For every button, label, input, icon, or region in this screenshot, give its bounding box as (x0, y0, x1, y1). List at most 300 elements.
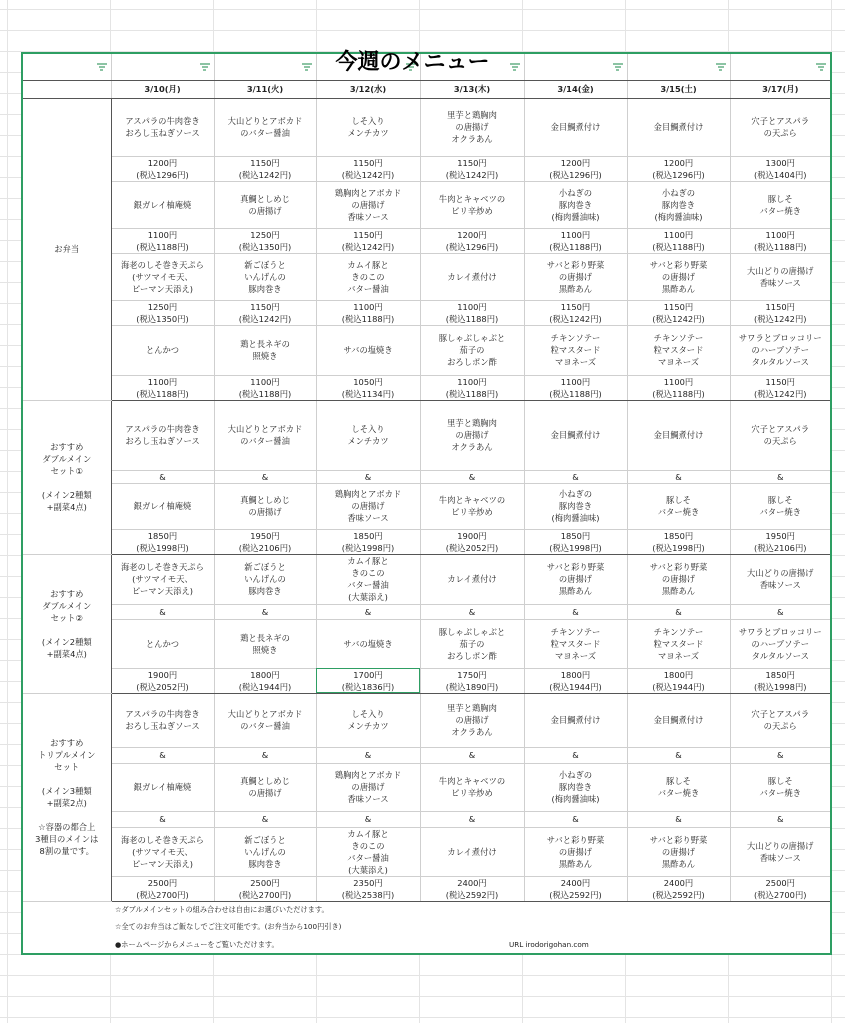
connector-cell[interactable]: & (316, 470, 420, 483)
cell-line: (税込2592円) (652, 889, 705, 900)
price-cell[interactable] (420, 228, 524, 253)
dish-cell[interactable] (627, 325, 730, 375)
cell-line: 香味ソース (759, 277, 801, 288)
dish-cell[interactable] (730, 400, 831, 470)
dish-cell[interactable] (214, 98, 316, 156)
note-spacer (22, 936, 111, 954)
price-cell[interactable] (214, 668, 316, 693)
cell-line: (税込1404円) (754, 169, 807, 180)
cell-line: の唐揚げ (558, 846, 593, 857)
cell-line: 1950円 (250, 530, 280, 541)
cell-line: の唐揚げ (351, 501, 385, 511)
price-cell[interactable] (316, 375, 420, 400)
price-cell[interactable] (214, 228, 316, 253)
price-cell[interactable] (214, 375, 316, 400)
connector-cell[interactable]: & (730, 747, 831, 763)
menu-row (22, 619, 831, 668)
dish-cell[interactable] (316, 827, 420, 876)
price-cell[interactable] (627, 156, 730, 181)
filter-icon[interactable] (302, 63, 312, 70)
section-label[interactable] (22, 554, 111, 693)
filter-icon[interactable] (716, 63, 726, 70)
dish-cell[interactable] (214, 619, 316, 668)
cell-line: (税込1944円) (238, 681, 292, 692)
menu-row (22, 811, 831, 827)
note-spacer (22, 918, 111, 936)
date-cell[interactable]: 3/15(土) (627, 80, 730, 98)
price-cell[interactable] (111, 375, 214, 400)
cell-line: 2400円 (560, 877, 591, 888)
dish-cell[interactable] (420, 483, 524, 529)
price-cell[interactable] (420, 300, 524, 325)
cell-line: の天ぷら (763, 436, 797, 446)
cell-line: セット① (50, 466, 83, 476)
filter-icon[interactable] (200, 63, 210, 70)
cell-line: 1100円 (765, 229, 795, 240)
cell-line: 1200円 (560, 157, 591, 168)
dish-cell[interactable] (730, 483, 831, 529)
filter-icon[interactable] (613, 63, 623, 70)
dish-cell[interactable] (524, 400, 627, 470)
dish-cell[interactable] (111, 554, 214, 604)
cell-line: 1150円 (765, 301, 795, 312)
cell-line: 牛肉とキャベツの (438, 495, 506, 505)
price-cell[interactable] (111, 668, 214, 693)
cell-line: 香味ソース (759, 852, 801, 863)
cell-line: おろしポン酢 (447, 357, 497, 367)
dish-cell[interactable] (111, 763, 214, 811)
dish-cell[interactable] (111, 400, 214, 470)
date-cell[interactable]: 3/13(木) (420, 80, 524, 98)
price-cell[interactable] (316, 668, 420, 693)
cell-line: アスパラの牛肉巻き (125, 116, 200, 126)
dish-cell[interactable] (420, 693, 524, 747)
cell-line: 1100円 (147, 229, 178, 240)
cell-line: 1150円 (765, 376, 795, 387)
cell-line: 1150円 (353, 229, 383, 240)
price-cell[interactable] (420, 668, 524, 693)
cell-line: 鶏と長ネギの (240, 339, 290, 349)
cell-line: の唐揚げ (455, 430, 489, 440)
dish-cell[interactable] (730, 181, 831, 228)
price-cell[interactable] (524, 156, 627, 181)
dish-cell[interactable] (420, 763, 524, 811)
dish-cell[interactable] (214, 400, 316, 470)
cell-line: 豚しそ (666, 495, 691, 505)
cell-line: の唐揚げ (248, 788, 282, 798)
filter-header-cell[interactable] (22, 53, 111, 80)
price-cell[interactable] (111, 228, 214, 253)
price-cell[interactable] (524, 529, 627, 554)
dish-cell[interactable] (420, 325, 524, 375)
cell-line: 小ねぎの (661, 187, 696, 198)
price-cell[interactable] (524, 668, 627, 693)
filter-header-cell[interactable] (627, 53, 730, 80)
date-cell[interactable]: 3/11(火) (214, 80, 316, 98)
connector-cell[interactable]: & (316, 604, 420, 619)
dish-cell[interactable] (420, 554, 524, 604)
cell-line: 豚しそ (767, 776, 793, 786)
cell-line: の唐揚げ (455, 715, 489, 725)
cell-line: 大山どりの唐揚げ (747, 265, 814, 276)
dish-cell[interactable] (627, 181, 730, 228)
date-cell[interactable]: 3/12(水) (316, 80, 420, 98)
date-header-row (22, 80, 831, 98)
menu-row (22, 554, 831, 604)
connector-cell[interactable]: & (627, 604, 730, 619)
date-cell[interactable]: 3/17(月) (730, 80, 831, 98)
filter-header-cell[interactable] (214, 53, 316, 80)
price-cell[interactable] (730, 876, 831, 901)
dish-cell[interactable] (730, 253, 831, 300)
cell-line: 香味ソース (759, 580, 801, 590)
cell-line: 豚しそ (767, 495, 793, 505)
dish-cell[interactable] (111, 325, 214, 375)
price-cell[interactable] (627, 529, 730, 554)
connector-cell[interactable]: & (627, 747, 730, 763)
dish-cell[interactable] (524, 483, 627, 529)
connector-cell[interactable]: & (111, 811, 214, 827)
date-cell[interactable]: 3/14(金) (524, 80, 627, 98)
connector-cell[interactable]: & (420, 470, 524, 483)
dish-cell[interactable] (524, 98, 627, 156)
dish-cell[interactable] (627, 483, 730, 529)
dish-cell[interactable] (111, 827, 214, 876)
connector-cell[interactable]: & (420, 811, 524, 827)
cell-line: (税込1188円) (652, 388, 705, 399)
dish-cell[interactable] (627, 693, 730, 747)
cell-line: 粒マスタード (653, 638, 704, 649)
dish-cell[interactable] (111, 483, 214, 529)
connector-cell[interactable]: & (316, 747, 420, 763)
cell-line: 鶏と長ネギの (240, 632, 290, 643)
dish-cell[interactable] (316, 253, 420, 300)
filter-header-cell[interactable] (524, 53, 627, 80)
price-cell[interactable] (111, 529, 214, 554)
price-cell[interactable] (316, 876, 420, 901)
cell-line: 大山どりとアボカド (227, 709, 303, 719)
cell-line: の唐揚げ (558, 271, 593, 282)
price-cell[interactable] (730, 228, 831, 253)
cell-line: (税込1188円) (136, 388, 189, 399)
cell-line: カレイ煮付け (447, 271, 497, 282)
dish-cell[interactable] (316, 325, 420, 375)
price-cell[interactable] (730, 529, 831, 554)
dish-cell[interactable] (214, 763, 316, 811)
connector-cell[interactable]: & (524, 470, 627, 483)
filter-icon[interactable] (816, 63, 826, 70)
cell-line: (税込1350円) (136, 313, 189, 324)
cell-line: オクラあん (451, 727, 493, 737)
connector-cell[interactable]: & (316, 811, 420, 827)
filter-icon[interactable] (97, 63, 107, 70)
dish-cell[interactable] (420, 98, 524, 156)
dish-cell[interactable] (524, 181, 627, 228)
price-cell[interactable] (730, 300, 831, 325)
dish-cell[interactable] (316, 181, 420, 228)
cell-line: (税込1944円) (549, 681, 602, 692)
dish-cell[interactable] (524, 763, 627, 811)
connector-cell[interactable]: & (214, 604, 316, 619)
dish-cell[interactable] (316, 400, 420, 470)
dish-cell[interactable] (316, 554, 420, 604)
cell-line: 1050円 (353, 376, 383, 387)
filter-header-cell[interactable] (111, 53, 214, 80)
cell-line: (税込1242円) (341, 241, 395, 252)
filter-icon[interactable] (510, 63, 520, 70)
price-cell[interactable] (524, 300, 627, 325)
price-cell[interactable] (420, 529, 524, 554)
cell-line: バター焼き (657, 507, 700, 517)
cell-line: (梅肉醤油味) (551, 211, 600, 222)
price-cell[interactable] (627, 876, 730, 901)
price-cell[interactable] (111, 300, 214, 325)
cell-line: のバター醤油 (240, 128, 290, 138)
cell-line: 1800円 (560, 669, 591, 680)
cell-line: (税込1188円) (549, 241, 602, 252)
price-cell[interactable] (420, 156, 524, 181)
dish-cell[interactable] (316, 619, 420, 668)
dish-cell[interactable] (214, 253, 316, 300)
price-cell[interactable] (214, 876, 316, 901)
price-cell[interactable] (730, 375, 831, 400)
connector-cell[interactable]: & (420, 747, 524, 763)
cell-line: 粒マスタード (550, 638, 601, 649)
price-cell[interactable] (420, 375, 524, 400)
dish-cell[interactable] (524, 693, 627, 747)
price-cell[interactable] (524, 228, 627, 253)
cell-line: (メイン3種類 (41, 786, 92, 796)
dish-cell[interactable] (627, 400, 730, 470)
dish-cell[interactable] (111, 693, 214, 747)
cell-line: 金目鯛煮付け (550, 430, 601, 440)
dish-cell[interactable] (214, 693, 316, 747)
dish-cell[interactable] (627, 763, 730, 811)
cell-line: バター焼き (759, 507, 801, 517)
cell-line: サバと彩り野菜 (649, 562, 708, 572)
dish-cell[interactable] (627, 98, 730, 156)
dish-cell[interactable] (214, 483, 316, 529)
cell-line: トリプルメイン (38, 750, 96, 760)
dish-cell[interactable] (214, 827, 316, 876)
cell-line: 銀ガレイ柚庵焼 (133, 501, 192, 511)
cell-line: バター醤油 (347, 852, 389, 863)
connector-cell[interactable]: & (524, 747, 627, 763)
menu-row (22, 827, 831, 876)
cell-line: 1250円 (250, 229, 280, 240)
note-row (22, 901, 831, 918)
cell-line: 2400円 (457, 877, 487, 888)
price-cell[interactable] (627, 668, 730, 693)
dish-cell[interactable] (524, 827, 627, 876)
dish-cell[interactable] (627, 253, 730, 300)
price-cell[interactable] (214, 156, 316, 181)
cell-line: タルタルソース (751, 357, 809, 367)
cell-line: 黒酢あん (558, 586, 593, 596)
connector-cell[interactable]: & (627, 470, 730, 483)
dish-cell[interactable] (316, 763, 420, 811)
cell-line: 穴子とアスパラ (751, 709, 810, 719)
connector-cell[interactable]: & (214, 811, 316, 827)
cell-line: 海老のしそ巻き天ぷら (121, 834, 204, 845)
dish-cell[interactable] (214, 325, 316, 375)
cell-line: ダブルメイン (42, 454, 92, 464)
dish-cell[interactable] (420, 619, 524, 668)
price-cell[interactable] (111, 156, 214, 181)
dish-cell[interactable] (524, 325, 627, 375)
connector-cell[interactable]: & (524, 811, 627, 827)
section-label[interactable] (22, 400, 111, 554)
cell-line: マヨネーズ (554, 650, 597, 661)
cell-line: ピーマン天添え) (132, 586, 193, 596)
cell-line: 1800円 (250, 669, 280, 680)
connector-cell[interactable]: & (111, 604, 214, 619)
cell-line: チキンソテー (550, 626, 601, 637)
cell-line: 豚しゃぶしゃぶと (438, 333, 506, 343)
cell-line: (税込1350円) (238, 241, 292, 252)
connector-cell[interactable]: & (730, 811, 831, 827)
dish-cell[interactable] (316, 483, 420, 529)
cell-line: (税込1188円) (341, 313, 395, 324)
cell-line: 金目鯛煮付け (653, 715, 704, 725)
price-cell[interactable] (214, 529, 316, 554)
cell-line: 小ねぎの (558, 770, 593, 780)
dish-cell[interactable] (111, 98, 214, 156)
cell-line: (税込1296円) (136, 169, 189, 180)
cell-line: の唐揚げ (455, 122, 489, 132)
price-cell[interactable] (316, 156, 420, 181)
connector-cell[interactable]: & (524, 604, 627, 619)
connector-cell[interactable]: & (420, 604, 524, 619)
price-cell[interactable] (627, 300, 730, 325)
cell-line: 1800円 (663, 669, 694, 680)
cell-line: 2500円 (765, 877, 795, 888)
section-label[interactable] (22, 693, 111, 901)
dish-cell[interactable] (524, 253, 627, 300)
cell-line: 8割の量です。 (39, 846, 94, 856)
price-cell[interactable] (730, 156, 831, 181)
cell-line: のハーブソテー (751, 345, 810, 355)
cell-line: お弁当 (54, 244, 80, 254)
connector-cell[interactable]: & (111, 470, 214, 483)
connector-cell[interactable]: & (111, 747, 214, 763)
cell-line: サバと彩り野菜 (546, 259, 605, 270)
dish-cell[interactable] (111, 253, 214, 300)
section-label[interactable] (22, 98, 111, 400)
footnote (111, 901, 831, 918)
cell-line: サワラとブロッコリー (738, 626, 822, 637)
price-cell[interactable] (627, 375, 730, 400)
dish-cell[interactable] (214, 554, 316, 604)
price-cell[interactable] (111, 876, 214, 901)
cell-line: メンチカツ (347, 128, 389, 138)
cell-line: 2400円 (663, 877, 694, 888)
dish-cell[interactable] (420, 253, 524, 300)
cell-line: 1750円 (457, 669, 487, 680)
price-cell[interactable] (420, 876, 524, 901)
corner-cell[interactable] (22, 80, 111, 98)
menu-row (22, 604, 831, 619)
connector-cell[interactable]: & (627, 811, 730, 827)
connector-cell[interactable]: & (730, 604, 831, 619)
dish-cell[interactable] (524, 554, 627, 604)
dish-cell[interactable] (524, 619, 627, 668)
dish-cell[interactable] (627, 827, 730, 876)
cell-line: (税込1998円) (652, 542, 705, 553)
cell-line: 里芋と鶏胸肉 (447, 703, 497, 713)
connector-cell[interactable]: & (214, 470, 316, 483)
cell-line: 大山どりとアボカド (227, 424, 303, 434)
dish-cell[interactable] (730, 98, 831, 156)
website-url[interactable]: URL irodorigohan.com (509, 939, 589, 949)
cell-line: おすすめ (50, 738, 84, 748)
dish-cell[interactable] (627, 619, 730, 668)
cell-line: (税込1188円) (549, 388, 602, 399)
cell-line: 大山どりの唐揚げ (747, 568, 814, 578)
cell-line: (梅肉醤油味) (551, 513, 600, 523)
connector-cell[interactable]: & (214, 747, 316, 763)
dish-cell[interactable] (627, 554, 730, 604)
cell-line: おすすめ (50, 588, 84, 599)
dish-cell[interactable] (420, 400, 524, 470)
dish-cell[interactable] (730, 619, 831, 668)
cell-line: (税込1188円) (445, 313, 499, 324)
price-cell[interactable] (316, 228, 420, 253)
date-cell[interactable]: 3/10(月) (111, 80, 214, 98)
dish-cell[interactable] (730, 693, 831, 747)
cell-line: チキンソテー (653, 333, 704, 343)
price-cell[interactable] (316, 300, 420, 325)
cell-line: 牛肉とキャベツの (438, 776, 506, 786)
dish-cell[interactable] (420, 827, 524, 876)
price-cell[interactable] (524, 876, 627, 901)
cell-line: 新ごぼうと (244, 562, 286, 572)
cell-line: ダブルメイン (42, 600, 92, 611)
dish-cell[interactable] (730, 763, 831, 811)
cell-line: 小ねぎの (558, 187, 593, 198)
connector-cell[interactable]: & (730, 470, 831, 483)
cell-line: 1300円 (765, 157, 795, 168)
dish-cell[interactable] (111, 181, 214, 228)
dish-cell[interactable] (730, 827, 831, 876)
dish-cell[interactable] (420, 181, 524, 228)
dish-cell[interactable] (214, 181, 316, 228)
cell-line: 真鯛としめじ (240, 495, 290, 505)
cell-line: (税込1188円) (238, 388, 292, 399)
cell-line: カムイ豚と (347, 828, 389, 839)
cell-line: チキンソテー (653, 626, 704, 637)
price-cell[interactable] (730, 668, 831, 693)
price-cell[interactable] (627, 228, 730, 253)
cell-line: 銀ガレイ柚庵焼 (133, 199, 192, 210)
price-cell[interactable] (316, 529, 420, 554)
dish-cell[interactable] (111, 619, 214, 668)
menu-row (22, 668, 831, 693)
cell-line: (税込1296円) (549, 169, 602, 180)
price-cell[interactable] (214, 300, 316, 325)
cell-line: 1100円 (250, 376, 280, 387)
cell-line: きのこの (351, 840, 385, 851)
dish-cell[interactable] (730, 554, 831, 604)
dish-cell[interactable] (730, 325, 831, 375)
price-cell[interactable] (524, 375, 627, 400)
dish-cell[interactable] (316, 693, 420, 747)
filter-header-cell[interactable] (730, 53, 831, 80)
cell-line: 1100円 (663, 376, 694, 387)
cell-line: (税込1188円) (136, 241, 189, 252)
dish-cell[interactable] (316, 98, 420, 156)
cell-line: 1150円 (457, 157, 487, 168)
